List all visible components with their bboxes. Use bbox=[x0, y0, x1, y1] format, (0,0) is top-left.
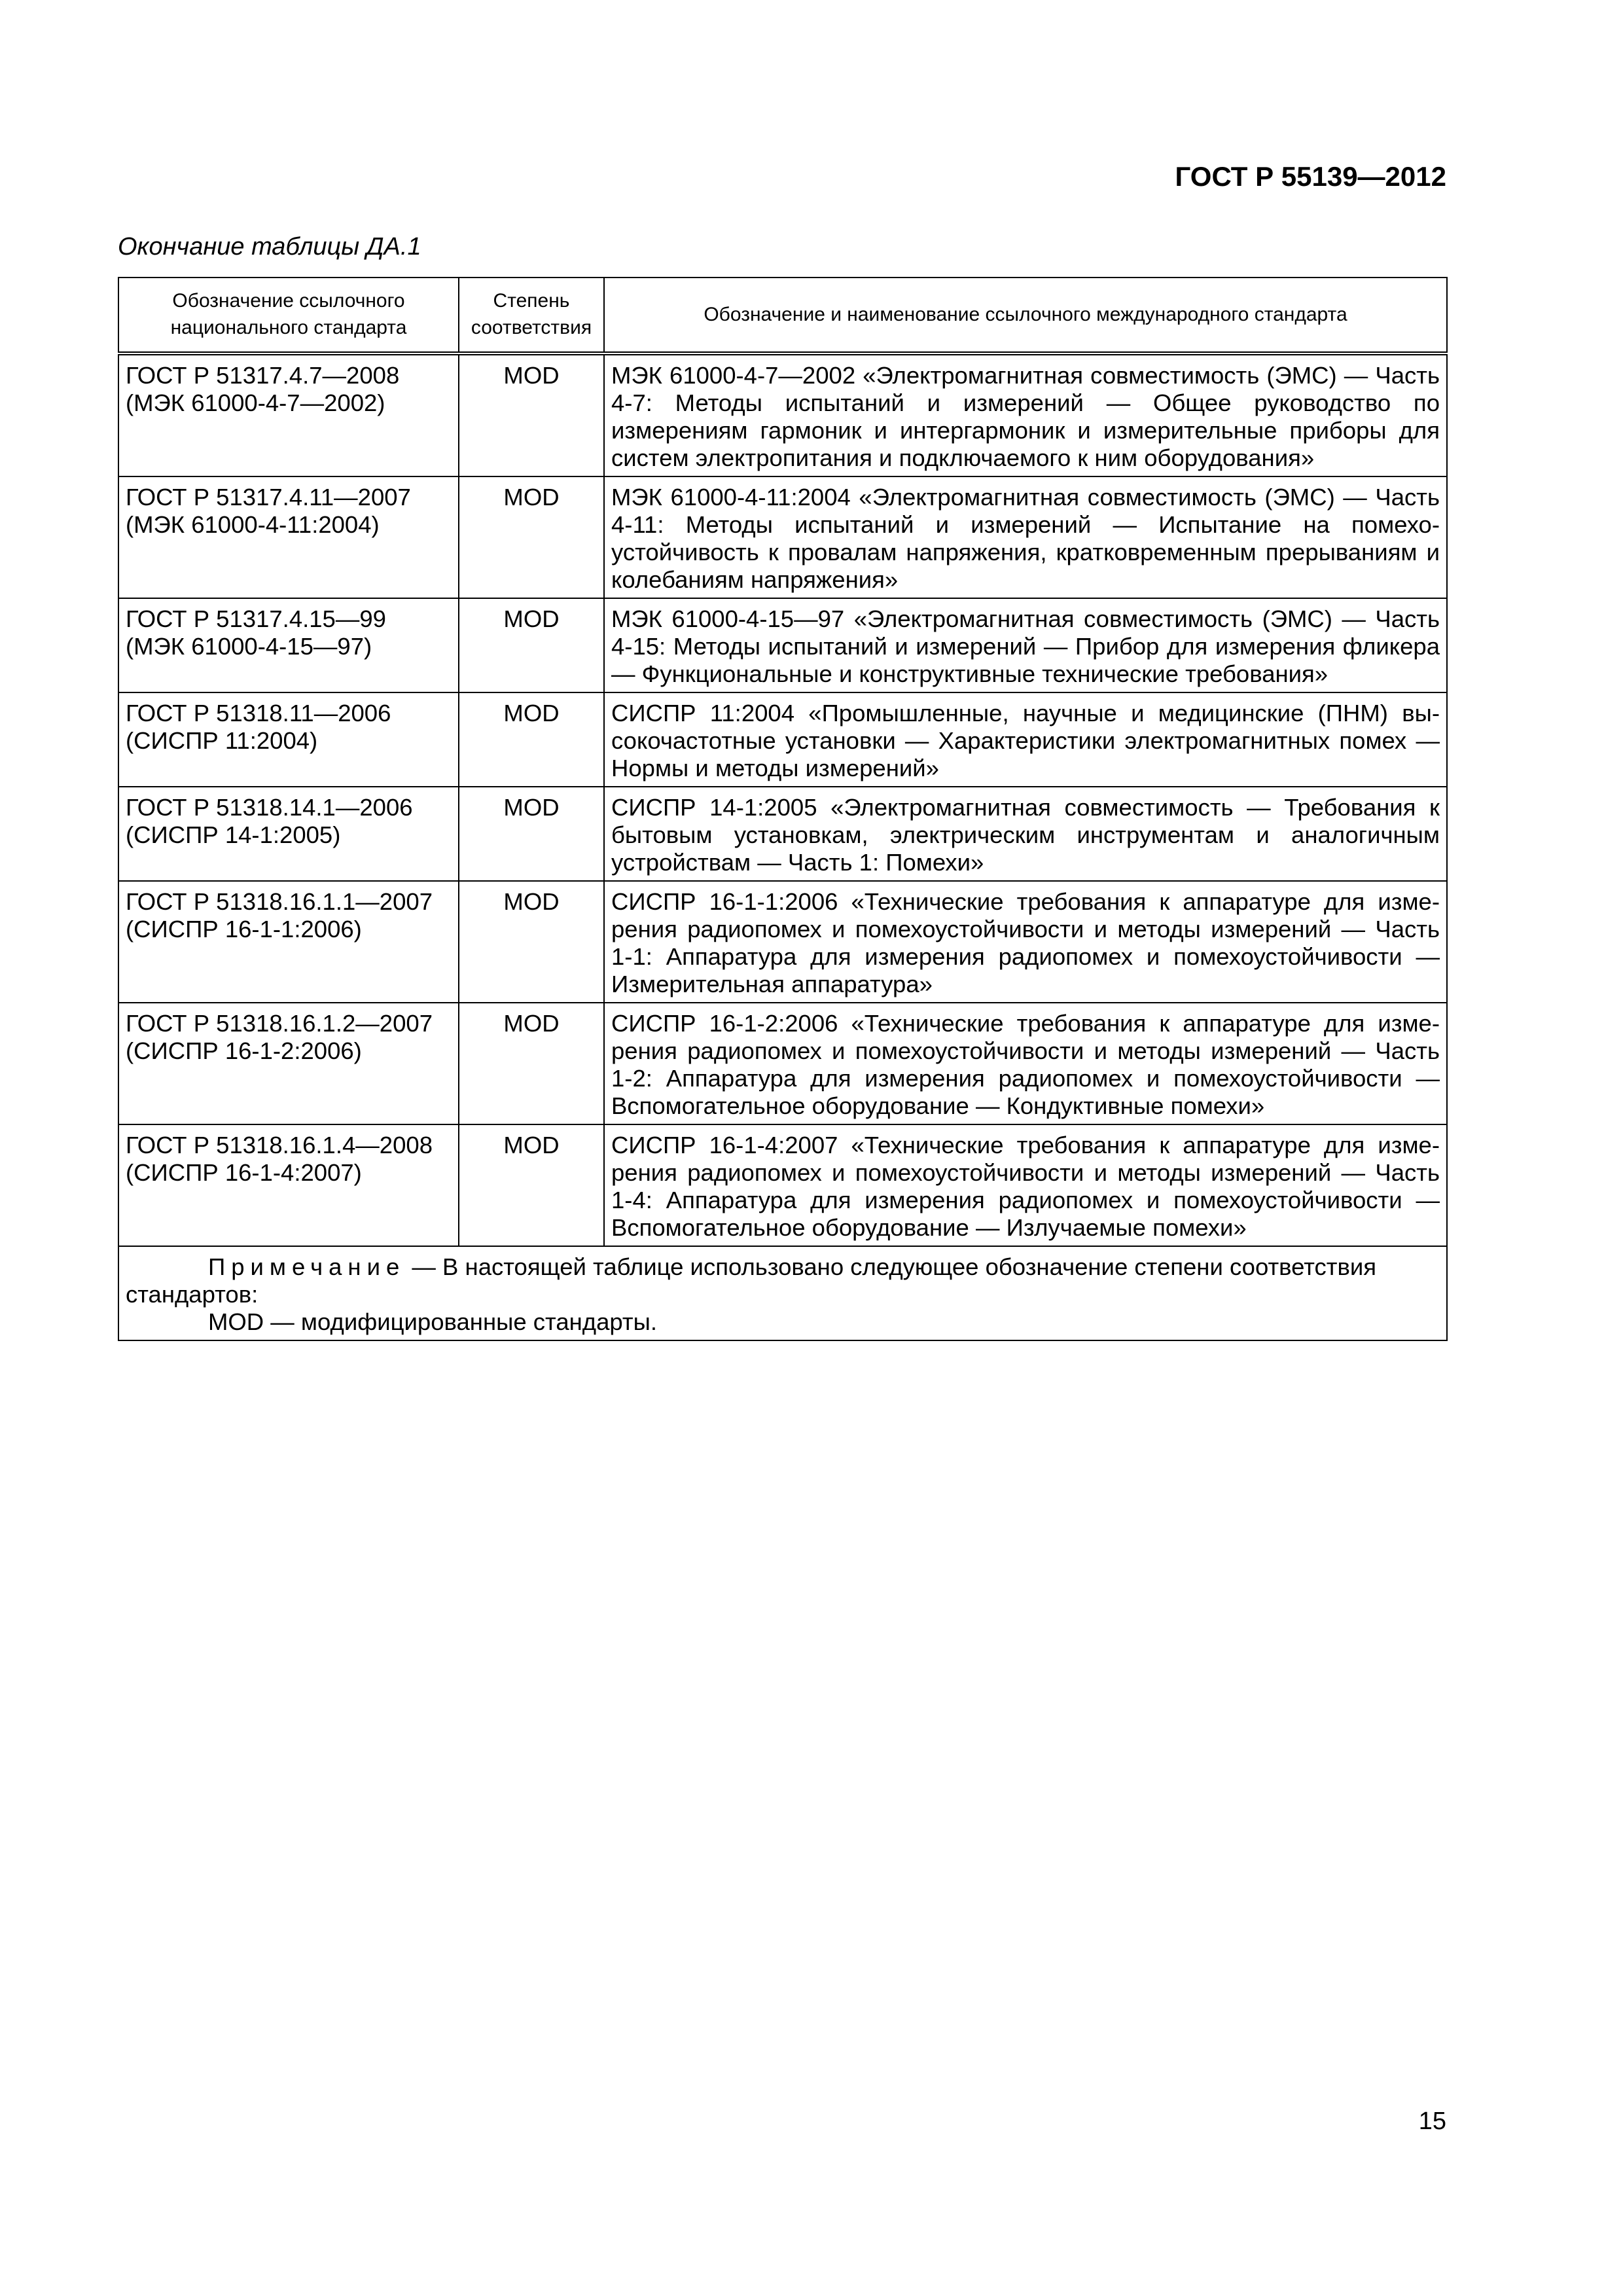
national-standard-equivalent: (МЭК 61000-4-11:2004) bbox=[126, 511, 380, 538]
national-standard-cell bbox=[118, 787, 459, 881]
note-text bbox=[126, 1253, 1440, 1308]
reference-standards-table bbox=[118, 277, 1448, 1341]
table-row bbox=[118, 476, 1447, 598]
table-row bbox=[118, 1003, 1447, 1124]
national-standard-cell bbox=[118, 1124, 459, 1246]
international-standard-cell: СИСПР 14-1:2005 «Электромагнитная совместимость — Требования к бытовым установкам, электрическим инструментам и аналогичным устройствам — Часть 1: Помехи» bbox=[604, 787, 1447, 881]
national-standard-cell bbox=[118, 1003, 459, 1124]
national-standard-cell bbox=[118, 476, 459, 598]
national-standard-code: ГОСТ Р 51317.4.11—2007 bbox=[126, 484, 411, 511]
national-standard-equivalent: (МЭК 61000-4-15—97) bbox=[126, 633, 372, 660]
degree-cell: MOD bbox=[459, 692, 604, 787]
national-standard-code: ГОСТ Р 51318.14.1—2006 bbox=[126, 794, 413, 821]
degree-cell: MOD bbox=[459, 598, 604, 692]
degree-cell: MOD bbox=[459, 1003, 604, 1124]
national-standard-cell bbox=[118, 881, 459, 1003]
degree-cell: MOD bbox=[459, 476, 604, 598]
table-row bbox=[118, 1124, 1447, 1246]
degree-cell: MOD bbox=[459, 1124, 604, 1246]
national-standard-equivalent: (СИСПР 14-1:2005) bbox=[126, 821, 341, 848]
document-code: ГОСТ Р 55139—2012 bbox=[1175, 161, 1446, 192]
table-header-row bbox=[118, 278, 1447, 353]
national-standard-cell bbox=[118, 598, 459, 692]
national-standard-cell bbox=[118, 692, 459, 787]
note-label: Примечание bbox=[208, 1253, 406, 1280]
national-standard-code: ГОСТ Р 51317.4.15—99 bbox=[126, 605, 386, 632]
note-mod-definition: MOD — модифицированные стандарты. bbox=[208, 1308, 657, 1335]
national-standard-cell bbox=[118, 353, 459, 476]
degree-cell: MOD bbox=[459, 881, 604, 1003]
page-number: 15 bbox=[1418, 2108, 1446, 2135]
national-standard-equivalent: (СИСПР 16-1-4:2007) bbox=[126, 1159, 362, 1186]
national-standard-equivalent: (СИСПР 16-1-2:2006) bbox=[126, 1037, 362, 1064]
national-standard-code: ГОСТ Р 51318.16.1.4—2008 bbox=[126, 1132, 433, 1158]
international-standard-cell: МЭК 61000-4-15—97 «Электромагнитная совместимость (ЭМС) — Часть 4-15: Методы испытаний и измерений — Прибор для измерения фликера — Функциональные и конструктивные технические требования» bbox=[604, 598, 1447, 692]
table-note bbox=[118, 1246, 1447, 1340]
international-standard-cell: СИСПР 16-1-4:2007 «Технические требования к аппаратуре для измерения радиопомех и помехоустойчивости и методы измерений — Часть 1-4: Аппаратура для измерения радиопомех и помехоустойчивости — Вспомогательное оборудование — Излучаемые помехи» bbox=[604, 1124, 1447, 1246]
column-header-degree: Степень соответствия bbox=[459, 278, 604, 353]
international-standard-cell: МЭК 61000-4-11:2004 «Электромагнитная совместимость (ЭМС) — Часть 4-11: Методы испытаний и измерений — Испытание на помехоустойчивость к провалам напряжения, кратковременным прерываниям и колебаниям напряжения» bbox=[604, 476, 1447, 598]
table-caption: Окончание таблицы ДА.1 bbox=[118, 233, 421, 260]
national-standard-code: ГОСТ Р 51318.16.1.2—2007 bbox=[126, 1010, 433, 1037]
national-standard-equivalent: (СИСПР 11:2004) bbox=[126, 727, 318, 754]
table-row bbox=[118, 787, 1447, 881]
international-standard-cell: СИСПР 16-1-2:2006 «Технические требования к аппаратуре для измерения радиопомех и помехоустойчивости и методы измерений — Часть 1-2: Аппаратура для измерения радиопомех и помехоустойчивости — Вспомогательное оборудование — Кондуктивные помехи» bbox=[604, 1003, 1447, 1124]
table-row bbox=[118, 598, 1447, 692]
national-standard-equivalent: (МЭК 61000-4-7—2002) bbox=[126, 389, 385, 416]
table-row bbox=[118, 692, 1447, 787]
national-standard-code: ГОСТ Р 51317.4.7—2008 bbox=[126, 362, 400, 389]
international-standard-cell: СИСПР 11:2004 «Промышленные, научные и медицинские (ПНМ) высокочастотные установки — Характеристики электромагнитных помех — Нормы и методы измерений» bbox=[604, 692, 1447, 787]
table-note-row bbox=[118, 1246, 1447, 1340]
national-standard-equivalent: (СИСПР 16-1-1:2006) bbox=[126, 916, 362, 942]
column-header-national: Обозначение ссылочного национального стандарта bbox=[118, 278, 459, 353]
column-header-international: Обозначение и наименование ссылочного международного стандарта bbox=[604, 278, 1447, 353]
table-row bbox=[118, 881, 1447, 1003]
international-standard-cell: МЭК 61000-4-7—2002 «Электромагнитная совместимость (ЭМС) — Часть 4-7: Методы испытаний и измерений — Общее руководство по измерениям гармоник и интергармоник и измерительные приборы для систем электропитания и подключаемого к ним оборудования» bbox=[604, 353, 1447, 476]
degree-cell: MOD bbox=[459, 353, 604, 476]
international-standard-cell: СИСПР 16-1-1:2006 «Технические требования к аппаратуре для измерения радиопомех и помехоустойчивости и методы измерений — Часть 1-1: Аппаратура для измерения радиопомех и помехоустойчивости — Измерительная аппаратура» bbox=[604, 881, 1447, 1003]
national-standard-code: ГОСТ Р 51318.16.1.1—2007 bbox=[126, 888, 433, 915]
table-row bbox=[118, 353, 1447, 476]
degree-cell: MOD bbox=[459, 787, 604, 881]
national-standard-code: ГОСТ Р 51318.11—2006 bbox=[126, 700, 391, 726]
note-body: — В настоящей таблице использовано следующее обозначение степени соответствия стандартов: bbox=[126, 1253, 1377, 1308]
